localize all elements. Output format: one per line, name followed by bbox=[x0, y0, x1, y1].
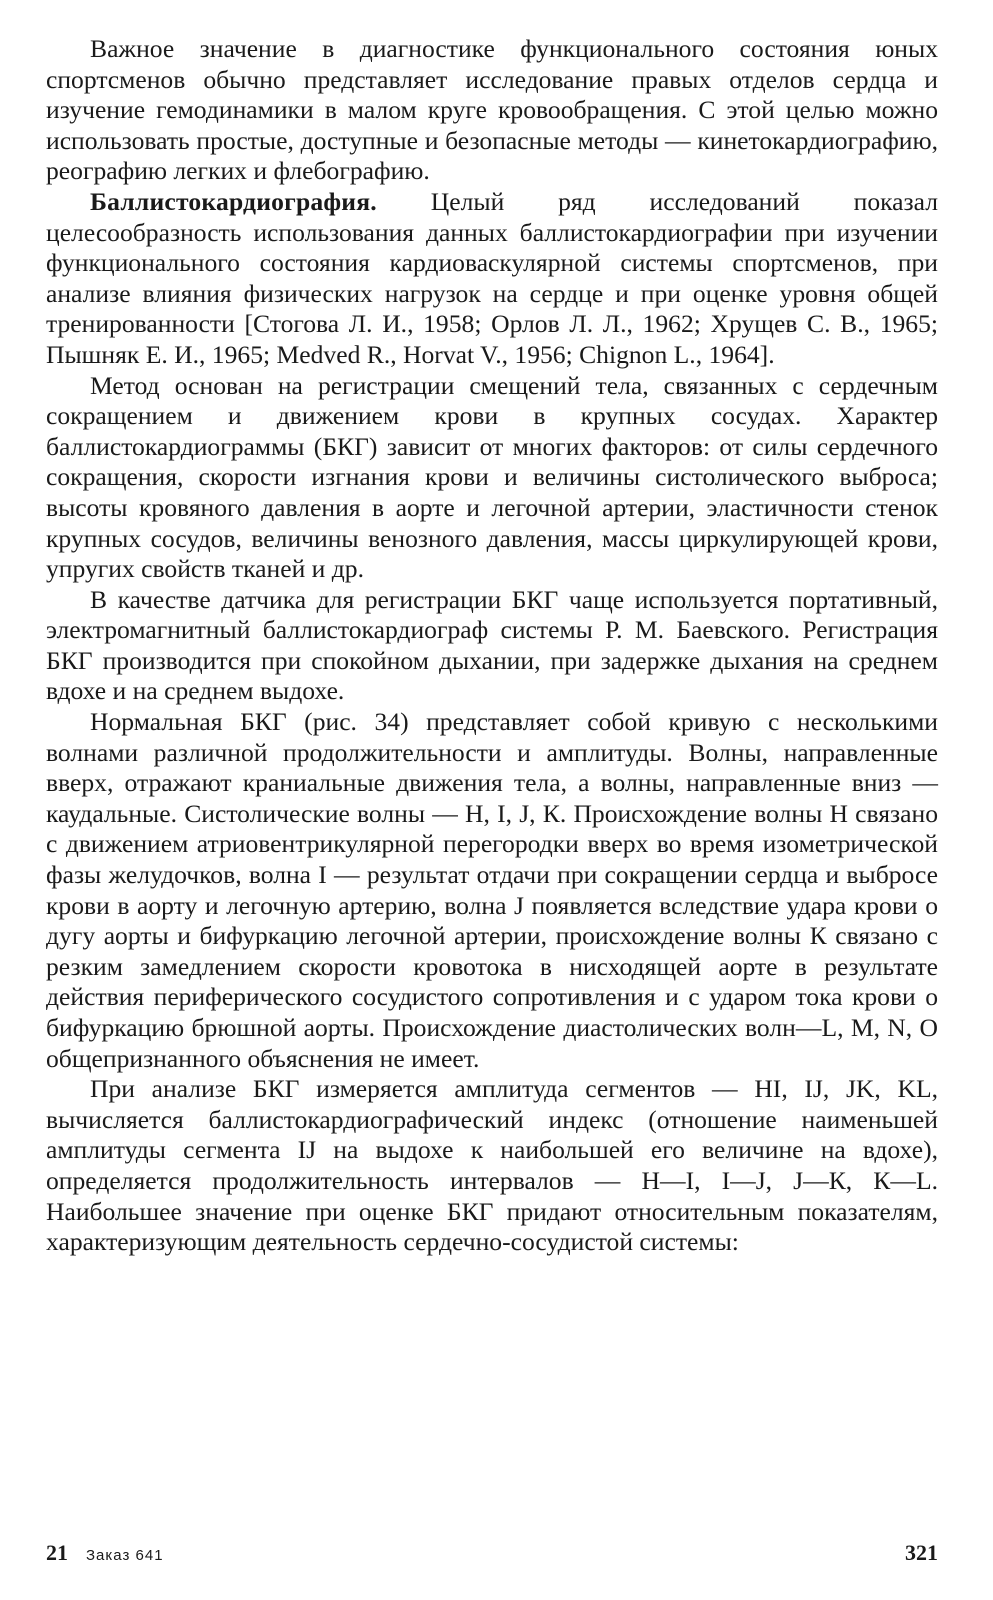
paragraph-5-text: Нормальная БКГ (рис. 34) представляет собой кривую с несколькими волнами различной продолжительности и амплитуды. Волны, направленные вверх, отражают краниальные движения тела, а волны, направленные вниз — каудальные. Систолические волны — Н, I, J, К. Происхождение волны Н связано с движением атриовентрикулярной перегородки вверх во время изометрической фазы желудочков, волна I — результат отдачи при сокращении сердца и выбросе крови в аорту и легочную артерию, волна J появляется вследствие удара крови о дугу аорты и бифуркацию легочной артерии, происхождение волны К связано с резким замедлением скорости кровотока в нисходящей аорте в результате действия периферического сосудистого сопротивления и с ударом тока крови о бифуркацию брюшной аорты. Происхождение диастолических волн—L, М, N, О общепризнанного объяснения не имеет. bbox=[46, 707, 938, 1073]
order-number: Заказ 641 bbox=[86, 1547, 164, 1564]
paragraph-4-text: В качестве датчика для регистрации БКГ чаще используется портативный, электромагнитный баллистокардиограф системы Р. М. Баевского. Регистрация БКГ производится при спокойном дыхании, при задержке дыхания на среднем вдохе и на среднем выдохе. bbox=[46, 584, 938, 706]
signature-mark: 21 bbox=[46, 1540, 68, 1565]
page-footer bbox=[46, 1540, 938, 1566]
paragraph-3 bbox=[46, 371, 938, 585]
paragraph-5 bbox=[46, 707, 938, 1074]
paragraph-2-heading: Баллистокардиография. bbox=[90, 186, 377, 216]
footer-left bbox=[46, 1540, 164, 1566]
paragraph-1-text: Важное значение в диагностике функционального состояния юных спортсменов обычно представляет исследование правых отделов сердца и изучение гемодинамики в малом круге кровообращения. С этой целью можно использовать простые, доступные и безопасные методы — кинетокардиографию, реографию легких и флебографию. bbox=[46, 34, 938, 186]
paragraph-6 bbox=[46, 1074, 938, 1258]
page-body bbox=[46, 34, 938, 1258]
paragraph-2-text: Целый ряд исследований показал целесообразность использования данных баллистокардиографии при изучении функционального состояния кардиоваскулярной системы спортсменов, при анализе влияния физических нагрузок на сердце и при оценке уровня общей тренированности [Стогова Л. И., 1958; Орлов Л. Л., 1962; Хрущев С. В., 1965; Пышняк Е. И., 1965; Medved R., Horvat V., 1956; Chignon L., 1964]. bbox=[46, 186, 938, 369]
paragraph-2 bbox=[46, 187, 938, 371]
paragraph-3-text: Метод основан на регистрации смещений тела, связанных с сердечным сокращением и движением крови в крупных сосудах. Характер баллистокардиограммы (БКГ) зависит от многих факторов: от силы сердечного сокращения, скорости изгнания крови и величины систолического выброса; высоты кровяного давления в аорте и легочной артерии, эластичности стенок крупных сосудов, величины венозного давления, массы циркулирующей крови, упругих свойств тканей и др. bbox=[46, 370, 938, 584]
paragraph-6-text: При анализе БКГ измеряется амплитуда сегментов — HI, IJ, JK, KL, вычисляется баллистокардиографический индекс (отношение наименьшей амплитуды сегмента IJ на выдохе к наибольшей его величине на вдохе), определяется продолжительность интервалов — Н—I, I—J, J—К, К—L. Наибольшее значение при оценке БКГ придают относительным показателям, характеризующим деятельность сердечно-сосудистой системы: bbox=[46, 1074, 938, 1257]
paragraph-4 bbox=[46, 585, 938, 707]
page-number: 321 bbox=[905, 1540, 938, 1565]
paragraph-1 bbox=[46, 34, 938, 187]
